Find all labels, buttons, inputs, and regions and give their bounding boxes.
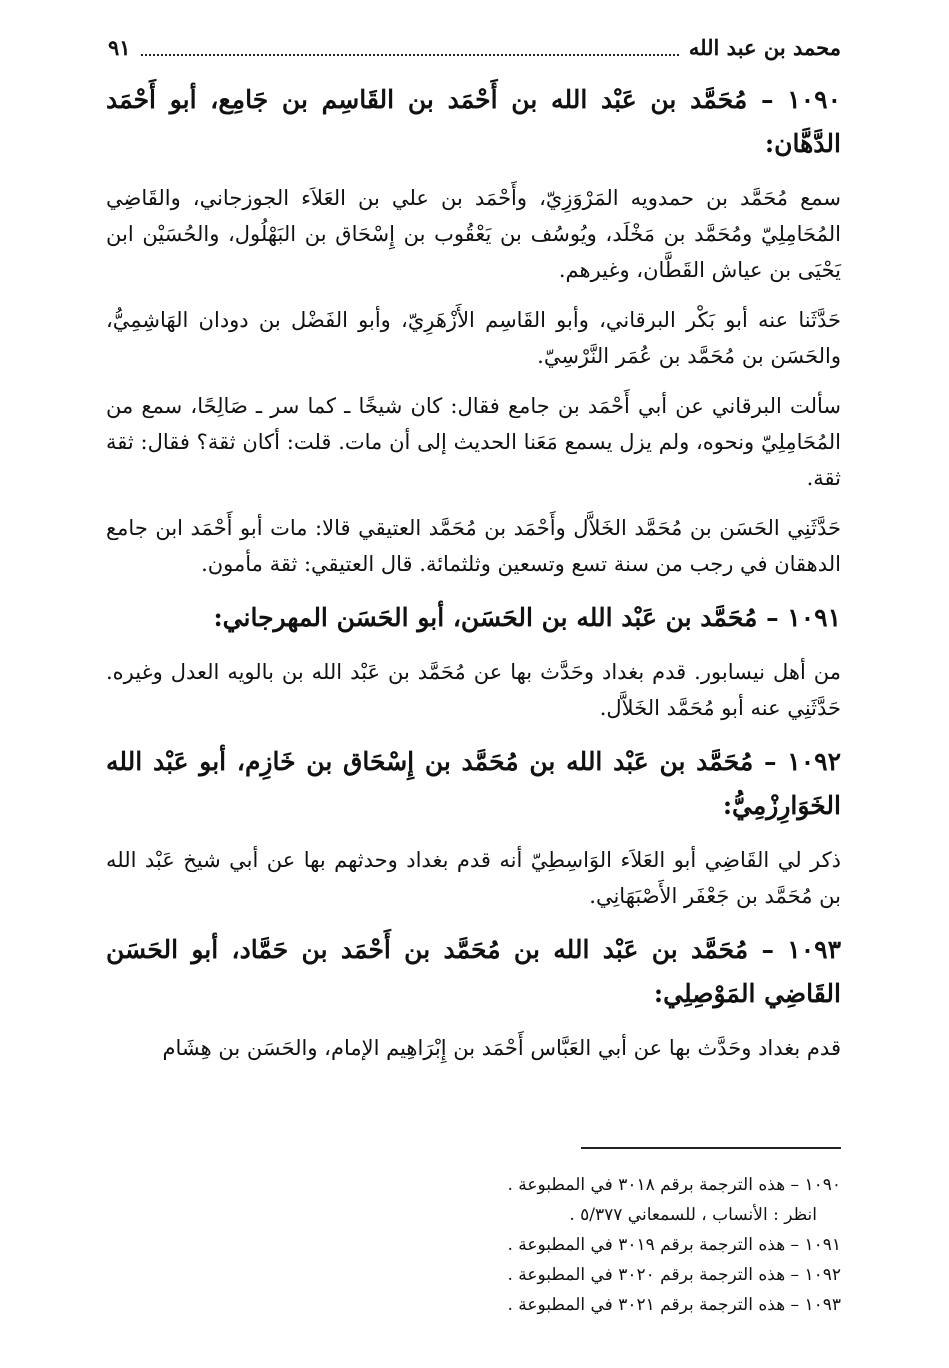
entry-1092: [106, 740, 841, 914]
entry-paragraph: حَدَّثَنِي الحَسَن بن مُحَمَّد الخَلاَّل وأَحْمَد بن مُحَمَّد العتيقي قالا: مات أبو أَحْمَد ابن جامع الدهقان في رجب من سنة تسع وتسعين وثلثمائة. قال العتيقي: ثقة مأمون.: [106, 516, 841, 576]
footnotes: [106, 1170, 841, 1320]
leader-dots: [141, 38, 679, 56]
entry-heading: ١٠٩٢ – مُحَمَّد بن عَبْد الله بن مُحَمَّد بن إِسْحَاق بن خَازِم، أبو عَبْد الله الخَوَارِزْمِيُّ:: [106, 747, 841, 820]
footnote: ١٠٩١ – هذه الترجمة برقم ٣٠١٩ في المطبوعة .: [507, 1235, 841, 1255]
main-text: [106, 78, 841, 1080]
footnote: ١٠٩٣ – هذه الترجمة برقم ٣٠٢١ في المطبوعة .: [507, 1295, 841, 1315]
entry-1093: [106, 928, 841, 1066]
running-header: [108, 30, 841, 64]
footnote: ١٠٩٢ – هذه الترجمة برقم ٣٠٢٠ في المطبوعة .: [507, 1265, 841, 1285]
footnote: ١٠٩٠ – هذه الترجمة برقم ٣٠١٨ في المطبوعة .: [507, 1175, 841, 1195]
footnote-separator: [581, 1147, 841, 1149]
entry-heading: ١٠٩١ – مُحَمَّد بن عَبْد الله بن الحَسَن، أبو الحَسَن المهرجاني:: [213, 603, 841, 632]
running-title: محمد بن عبد الله: [688, 34, 841, 60]
entry-heading: ١٠٩٣ – مُحَمَّد بن عَبْد الله بن مُحَمَّد بن أَحْمَد بن حَمَّاد، أبو الحَسَن القَاضِي المَوْصِلِي:: [106, 935, 841, 1008]
entry-paragraph: من أهل نيسابور. قدم بغداد وحَدَّث بها عن مُحَمَّد بن عَبْد الله بن بالويه العدل وغيره. حَدَّثَنِي عنه أبو مُحَمَّد الخَلاَّل.: [106, 660, 841, 720]
entry-heading: ١٠٩٠ – مُحَمَّد بن عَبْد الله بن أَحْمَد بن القَاسِم بن جَامِع، أبو أَحْمَد الدَّهَّان:: [106, 85, 841, 158]
entry-paragraph: قدم بغداد وحَدَّث بها عن أبي العَبَّاس أَحْمَد بن إِبْرَاهِيم الإمام، والحَسَن بن هِشَام: [162, 1036, 841, 1060]
entry-paragraph: سألت البرقاني عن أبي أَحْمَد بن جامع فقال: كان شيخًا ـ كما سر ـ صَالِحًا، سمع من المُحَامِلِيّ ونحوه، ولم يزل يسمع مَعَنا الحديث إلى أن مات. قلت: أكان ثقة؟ فقال: ثقة ثقة.: [106, 394, 841, 490]
page-number: ٩١: [108, 34, 131, 60]
entry-1091: [106, 596, 841, 726]
entry-paragraph: حَدَّثَنا عنه أبو بَكْر البرقاني، وأبو القَاسِم الأَزْهَرِيّ، وأبو الفَضْل بن دودان الهَاشِمِيُّ، والحَسَن بن مُحَمَّد بن عُمَر النَّرْسِيّ.: [106, 308, 841, 368]
entry-paragraph: سمع مُحَمَّد بن حمدويه المَرْوَزِيّ، وأَحْمَد بن علي بن العَلاَء الجوزجاني، والقَاضِي المُحَامِلِيّ ومُحَمَّد بن مَخْلَد، ويُوسُف بن يَعْقُوب بن إِسْحَاق بن البَهْلُول، والحُسَيْن ابن يَحْيَى بن عياش القَطَّان، وغيرهم.: [106, 186, 841, 282]
footnote: انظر : الأنساب ، للسمعاني ٥/٣٧٧ .: [569, 1205, 817, 1225]
entry-paragraph: ذكر لي القَاضِي أبو العَلاَء الوَاسِطِيّ أنه قدم بغداد وحدثهم بها عن أبي شيخ عَبْد الله بن مُحَمَّد بن جَعْفَر الأَصْبَهَانِي.: [106, 848, 841, 908]
entry-1090: [106, 78, 841, 582]
